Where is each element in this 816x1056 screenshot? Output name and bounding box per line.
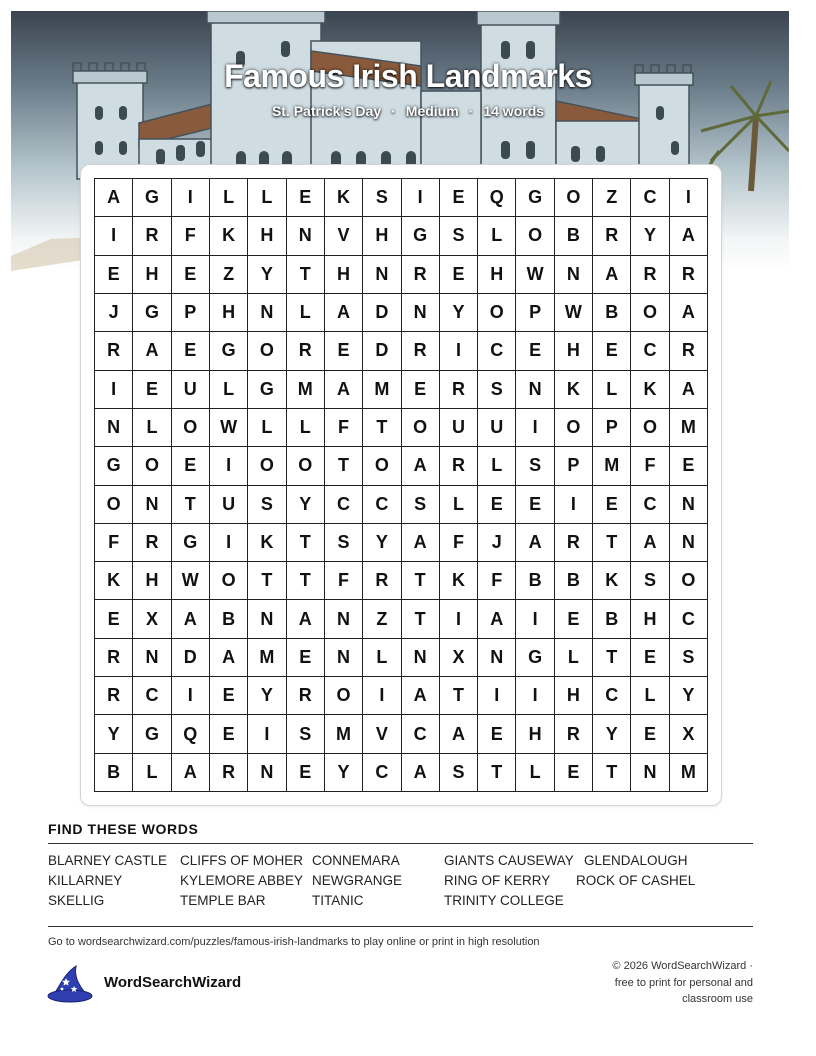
grid-cell[interactable]: I bbox=[670, 179, 708, 217]
brand-name: WordSearchWizard bbox=[104, 974, 242, 991]
grid-cell[interactable]: N bbox=[325, 639, 363, 677]
grid-cell[interactable]: E bbox=[478, 486, 516, 524]
grid-cell[interactable]: H bbox=[248, 217, 286, 255]
grid-cell[interactable]: A bbox=[402, 677, 440, 715]
grid-cell[interactable]: E bbox=[172, 256, 210, 294]
grid-cell[interactable]: A bbox=[631, 524, 669, 562]
grid-cell[interactable]: U bbox=[478, 409, 516, 447]
grid-cell[interactable]: T bbox=[172, 486, 210, 524]
grid-cell[interactable]: T bbox=[593, 524, 631, 562]
grid-cell[interactable]: Y bbox=[363, 524, 401, 562]
grid-cell[interactable]: S bbox=[325, 524, 363, 562]
grid-cell[interactable]: O bbox=[516, 217, 554, 255]
grid-cell[interactable]: K bbox=[631, 371, 669, 409]
grid-cell[interactable]: E bbox=[95, 256, 133, 294]
grid-cell[interactable]: F bbox=[325, 562, 363, 600]
grid-cell[interactable]: V bbox=[325, 217, 363, 255]
grid-cell[interactable]: N bbox=[516, 371, 554, 409]
grid-cell[interactable]: Z bbox=[363, 600, 401, 638]
grid-cell[interactable]: A bbox=[210, 639, 248, 677]
grid-cell[interactable]: A bbox=[440, 715, 478, 753]
grid-cell[interactable]: U bbox=[210, 486, 248, 524]
grid-cell[interactable]: S bbox=[670, 639, 708, 677]
grid-cell[interactable]: I bbox=[516, 600, 554, 638]
grid-cell[interactable]: E bbox=[593, 332, 631, 370]
grid-cell[interactable]: S bbox=[440, 754, 478, 792]
grid-cell[interactable]: N bbox=[287, 217, 325, 255]
copyright-line: classroom use bbox=[682, 993, 753, 1005]
grid-cell[interactable]: Q bbox=[172, 715, 210, 753]
grid-cell[interactable]: D bbox=[363, 294, 401, 332]
grid-cell[interactable]: G bbox=[133, 715, 171, 753]
grid-cell[interactable]: P bbox=[593, 409, 631, 447]
grid-cell[interactable]: A bbox=[478, 600, 516, 638]
grid-cell[interactable]: E bbox=[287, 639, 325, 677]
grid-cell[interactable]: C bbox=[133, 677, 171, 715]
puzzle-meta bbox=[0, 103, 816, 119]
grid-cell[interactable]: R bbox=[95, 677, 133, 715]
puzzle-title: Famous Irish Landmarks bbox=[224, 58, 592, 94]
wizard-hat-icon bbox=[46, 964, 94, 1004]
divider bbox=[48, 926, 753, 927]
grid-cell[interactable]: S bbox=[478, 371, 516, 409]
grid-cell[interactable]: E bbox=[287, 179, 325, 217]
grid-cell[interactable]: K bbox=[555, 371, 593, 409]
grid-cell[interactable]: E bbox=[172, 332, 210, 370]
divider bbox=[48, 843, 753, 844]
grid-cell[interactable]: N bbox=[325, 600, 363, 638]
grid-cell[interactable]: O bbox=[555, 179, 593, 217]
grid-cell[interactable]: N bbox=[555, 256, 593, 294]
word-item: ROCK OF CASHEL bbox=[576, 873, 696, 888]
grid-cell[interactable]: N bbox=[670, 486, 708, 524]
grid-cell[interactable]: R bbox=[363, 562, 401, 600]
grid-cell[interactable]: O bbox=[631, 409, 669, 447]
grid-cell[interactable]: C bbox=[631, 486, 669, 524]
grid-cell[interactable]: R bbox=[555, 715, 593, 753]
grid-cell[interactable]: O bbox=[478, 294, 516, 332]
grid-cell[interactable]: X bbox=[440, 639, 478, 677]
grid-cell[interactable]: N bbox=[248, 600, 286, 638]
grid-cell[interactable]: A bbox=[133, 332, 171, 370]
grid-cell[interactable]: E bbox=[95, 600, 133, 638]
grid-cell[interactable]: I bbox=[363, 677, 401, 715]
grid-cell[interactable]: H bbox=[325, 256, 363, 294]
grid-cell[interactable]: H bbox=[210, 294, 248, 332]
word-item: KYLEMORE ABBEY bbox=[180, 873, 304, 888]
meta-word-count: 14 words bbox=[483, 103, 545, 119]
grid-cell[interactable]: O bbox=[287, 447, 325, 485]
meta-separator: · bbox=[391, 103, 396, 119]
grid-cell[interactable]: R bbox=[402, 332, 440, 370]
grid-cell[interactable]: N bbox=[248, 754, 286, 792]
grid-cell[interactable]: T bbox=[325, 447, 363, 485]
grid-cell[interactable]: G bbox=[95, 447, 133, 485]
grid-cell[interactable]: U bbox=[172, 371, 210, 409]
grid-cell[interactable]: H bbox=[555, 677, 593, 715]
grid-cell[interactable]: A bbox=[593, 256, 631, 294]
grid-cell[interactable]: O bbox=[402, 409, 440, 447]
grid-cell[interactable]: E bbox=[670, 447, 708, 485]
grid-cell[interactable]: O bbox=[95, 486, 133, 524]
grid-cell[interactable]: Z bbox=[210, 256, 248, 294]
grid-cell[interactable]: B bbox=[593, 294, 631, 332]
grid-cell[interactable]: H bbox=[555, 332, 593, 370]
grid-cell[interactable]: I bbox=[172, 677, 210, 715]
grid-cell[interactable]: S bbox=[287, 715, 325, 753]
word-list-row bbox=[48, 893, 753, 911]
grid-cell[interactable]: I bbox=[402, 179, 440, 217]
grid-cell[interactable]: I bbox=[516, 677, 554, 715]
grid-cell[interactable]: H bbox=[133, 256, 171, 294]
grid-cell[interactable]: J bbox=[478, 524, 516, 562]
word-list-heading: FIND THESE WORDS bbox=[48, 821, 199, 837]
grid-cell[interactable]: M bbox=[287, 371, 325, 409]
copyright-line: © 2026 WordSearchWizard · bbox=[612, 960, 753, 972]
grid-cell[interactable]: O bbox=[248, 447, 286, 485]
grid-cell[interactable]: L bbox=[516, 754, 554, 792]
grid-cell[interactable]: A bbox=[402, 447, 440, 485]
grid-cell[interactable]: N bbox=[670, 524, 708, 562]
grid-cell[interactable]: L bbox=[593, 371, 631, 409]
grid-cell[interactable]: C bbox=[325, 486, 363, 524]
grid-cell[interactable]: C bbox=[631, 179, 669, 217]
grid-cell[interactable]: L bbox=[133, 409, 171, 447]
grid-cell[interactable]: M bbox=[248, 639, 286, 677]
grid-cell[interactable]: L bbox=[555, 639, 593, 677]
grid-cell[interactable]: I bbox=[440, 332, 478, 370]
grid-cell[interactable]: L bbox=[631, 677, 669, 715]
grid-cell[interactable]: M bbox=[325, 715, 363, 753]
grid-cell[interactable]: M bbox=[363, 371, 401, 409]
grid-cell[interactable]: F bbox=[172, 217, 210, 255]
grid-cell[interactable]: K bbox=[210, 217, 248, 255]
grid-cell[interactable]: T bbox=[287, 562, 325, 600]
grid-cell[interactable]: F bbox=[478, 562, 516, 600]
grid-cell[interactable]: I bbox=[210, 447, 248, 485]
grid-cell[interactable]: L bbox=[210, 179, 248, 217]
word-item: BLARNEY CASTLE bbox=[48, 853, 168, 868]
grid-cell[interactable]: W bbox=[516, 256, 554, 294]
grid-cell[interactable]: N bbox=[363, 256, 401, 294]
grid-cell[interactable]: U bbox=[440, 409, 478, 447]
grid-cell[interactable]: G bbox=[516, 179, 554, 217]
grid-cell[interactable]: A bbox=[325, 371, 363, 409]
grid-cell[interactable]: K bbox=[440, 562, 478, 600]
grid-cell[interactable]: E bbox=[172, 447, 210, 485]
grid-cell[interactable]: C bbox=[478, 332, 516, 370]
word-list-row bbox=[48, 873, 753, 891]
grid-cell[interactable]: B bbox=[95, 754, 133, 792]
grid-cell[interactable]: R bbox=[593, 217, 631, 255]
grid-cell[interactable]: E bbox=[133, 371, 171, 409]
grid-cell[interactable]: T bbox=[363, 409, 401, 447]
word-item: CLIFFS OF MOHER bbox=[180, 853, 304, 868]
grid-cell[interactable]: R bbox=[440, 371, 478, 409]
grid-cell[interactable]: H bbox=[516, 715, 554, 753]
grid-cell[interactable]: Y bbox=[248, 677, 286, 715]
grid-cell[interactable]: E bbox=[325, 332, 363, 370]
grid-cell[interactable]: D bbox=[172, 639, 210, 677]
grid-cell[interactable]: A bbox=[670, 217, 708, 255]
grid-cell[interactable]: F bbox=[95, 524, 133, 562]
grid-cell[interactable]: E bbox=[555, 600, 593, 638]
grid-cell[interactable]: E bbox=[210, 677, 248, 715]
grid-cell[interactable]: B bbox=[555, 562, 593, 600]
grid-cell[interactable]: A bbox=[172, 754, 210, 792]
grid-cell[interactable]: Y bbox=[95, 715, 133, 753]
grid-cell[interactable]: X bbox=[133, 600, 171, 638]
grid-cell[interactable]: Y bbox=[670, 677, 708, 715]
grid-cell[interactable]: T bbox=[440, 677, 478, 715]
letter-grid[interactable] bbox=[94, 178, 708, 792]
grid-cell[interactable]: R bbox=[287, 677, 325, 715]
grid-cell[interactable]: A bbox=[670, 371, 708, 409]
grid-cell[interactable]: T bbox=[593, 639, 631, 677]
grid-cell[interactable]: Y bbox=[287, 486, 325, 524]
grid-cell[interactable]: H bbox=[363, 217, 401, 255]
grid-cell[interactable]: R bbox=[402, 256, 440, 294]
footer-link[interactable]: Go to wordsearchwizard.com/puzzles/famous-irish-landmarks to play online or print in high resolution bbox=[48, 936, 540, 948]
grid-cell[interactable]: I bbox=[95, 217, 133, 255]
grid-cell[interactable]: D bbox=[363, 332, 401, 370]
grid-cell[interactable]: E bbox=[440, 256, 478, 294]
grid-cell[interactable]: O bbox=[325, 677, 363, 715]
grid-cell[interactable]: A bbox=[402, 754, 440, 792]
grid-cell[interactable]: B bbox=[210, 600, 248, 638]
grid-cell[interactable]: E bbox=[287, 754, 325, 792]
grid-cell[interactable]: I bbox=[248, 715, 286, 753]
grid-cell[interactable]: N bbox=[133, 486, 171, 524]
grid-cell[interactable]: L bbox=[248, 179, 286, 217]
grid-cell[interactable]: M bbox=[670, 409, 708, 447]
meta-theme: St. Patrick's Day bbox=[271, 103, 382, 119]
grid-cell[interactable]: A bbox=[402, 524, 440, 562]
grid-cell[interactable]: K bbox=[95, 562, 133, 600]
grid-cell[interactable]: N bbox=[133, 639, 171, 677]
grid-cell[interactable]: G bbox=[210, 332, 248, 370]
copyright-line: free to print for personal and bbox=[614, 976, 753, 989]
grid-cell[interactable]: S bbox=[631, 562, 669, 600]
grid-cell[interactable]: Z bbox=[593, 179, 631, 217]
grid-cell[interactable]: Y bbox=[631, 217, 669, 255]
grid-cell[interactable]: L bbox=[363, 639, 401, 677]
grid-cell[interactable]: E bbox=[516, 486, 554, 524]
grid-cell[interactable]: R bbox=[210, 754, 248, 792]
grid-cell[interactable]: R bbox=[670, 256, 708, 294]
grid-cell[interactable]: W bbox=[172, 562, 210, 600]
word-item: TEMPLE BAR bbox=[180, 893, 266, 908]
grid-cell[interactable]: A bbox=[287, 600, 325, 638]
grid-cell[interactable]: K bbox=[593, 562, 631, 600]
grid-cell[interactable]: K bbox=[325, 179, 363, 217]
grid-cell[interactable]: E bbox=[478, 715, 516, 753]
grid-cell[interactable]: P bbox=[172, 294, 210, 332]
grid-cell[interactable]: G bbox=[133, 294, 171, 332]
grid-cell[interactable]: B bbox=[516, 562, 554, 600]
word-item: RING OF KERRY bbox=[444, 873, 551, 888]
meta-difficulty: Medium bbox=[405, 103, 459, 119]
grid-cell[interactable]: S bbox=[516, 447, 554, 485]
grid-cell[interactable]: I bbox=[440, 600, 478, 638]
grid-cell[interactable]: P bbox=[516, 294, 554, 332]
grid-cell[interactable]: R bbox=[287, 332, 325, 370]
grid-cell[interactable]: Y bbox=[248, 256, 286, 294]
word-item: TITANIC bbox=[312, 893, 364, 908]
grid-cell[interactable]: R bbox=[133, 524, 171, 562]
grid-cell[interactable]: K bbox=[248, 524, 286, 562]
grid-cell[interactable]: M bbox=[670, 754, 708, 792]
word-item: NEWGRANGE bbox=[312, 873, 403, 888]
grid-cell[interactable]: C bbox=[363, 754, 401, 792]
word-item: CONNEMARA bbox=[312, 853, 400, 868]
grid-cell[interactable]: L bbox=[287, 409, 325, 447]
grid-cell[interactable]: T bbox=[593, 754, 631, 792]
grid-cell[interactable]: O bbox=[555, 409, 593, 447]
grid-cell[interactable]: H bbox=[478, 256, 516, 294]
grid-cell[interactable]: G bbox=[402, 217, 440, 255]
grid-cell[interactable]: O bbox=[172, 409, 210, 447]
grid-cell[interactable]: R bbox=[670, 332, 708, 370]
grid-cell[interactable]: E bbox=[593, 486, 631, 524]
grid-cell[interactable]: A bbox=[516, 524, 554, 562]
grid-cell[interactable]: Y bbox=[440, 294, 478, 332]
grid-cell[interactable]: E bbox=[516, 332, 554, 370]
grid-cell[interactable]: O bbox=[670, 562, 708, 600]
grid-cell[interactable]: W bbox=[555, 294, 593, 332]
grid-cell[interactable]: O bbox=[133, 447, 171, 485]
grid-cell[interactable]: E bbox=[631, 639, 669, 677]
word-item: GIANTS CAUSEWAY bbox=[444, 853, 574, 868]
grid-cell[interactable]: L bbox=[248, 409, 286, 447]
grid-cell[interactable]: I bbox=[516, 409, 554, 447]
grid-cell[interactable]: T bbox=[287, 256, 325, 294]
grid-cell[interactable]: E bbox=[440, 179, 478, 217]
word-item: SKELLIG bbox=[48, 893, 105, 908]
grid-cell[interactable]: C bbox=[593, 677, 631, 715]
grid-cell[interactable]: R bbox=[631, 256, 669, 294]
grid-cell[interactable]: I bbox=[172, 179, 210, 217]
word-item: KILLARNEY bbox=[48, 873, 123, 888]
grid-cell[interactable]: L bbox=[440, 486, 478, 524]
grid-cell[interactable]: T bbox=[402, 562, 440, 600]
grid-cell[interactable]: C bbox=[670, 600, 708, 638]
grid-cell[interactable]: R bbox=[95, 639, 133, 677]
grid-cell[interactable]: R bbox=[133, 217, 171, 255]
grid-cell[interactable]: P bbox=[555, 447, 593, 485]
grid-cell[interactable]: S bbox=[363, 179, 401, 217]
grid-cell[interactable]: A bbox=[670, 294, 708, 332]
grid-cell[interactable]: L bbox=[133, 754, 171, 792]
grid-cell[interactable]: E bbox=[631, 715, 669, 753]
meta-separator: · bbox=[468, 103, 474, 119]
grid-cell[interactable]: F bbox=[325, 409, 363, 447]
grid-cell[interactable]: W bbox=[210, 409, 248, 447]
grid-cell[interactable]: Y bbox=[325, 754, 363, 792]
grid-cell[interactable]: O bbox=[210, 562, 248, 600]
grid-cell[interactable]: Q bbox=[478, 179, 516, 217]
grid-cell[interactable]: X bbox=[670, 715, 708, 753]
grid-cell[interactable]: I bbox=[555, 486, 593, 524]
grid-cell[interactable]: O bbox=[248, 332, 286, 370]
grid-cell[interactable]: J bbox=[95, 294, 133, 332]
grid-cell[interactable]: L bbox=[478, 447, 516, 485]
grid-cell[interactable]: I bbox=[95, 371, 133, 409]
grid-cell[interactable]: N bbox=[631, 754, 669, 792]
grid-cell[interactable]: A bbox=[325, 294, 363, 332]
word-list-row bbox=[48, 853, 753, 871]
grid-cell[interactable]: G bbox=[172, 524, 210, 562]
grid-cell[interactable]: Y bbox=[593, 715, 631, 753]
grid-cell[interactable]: N bbox=[95, 409, 133, 447]
grid-cell[interactable]: B bbox=[555, 217, 593, 255]
grid-cell[interactable]: N bbox=[478, 639, 516, 677]
grid-cell[interactable]: E bbox=[210, 715, 248, 753]
grid-cell[interactable]: C bbox=[363, 486, 401, 524]
grid-cell[interactable]: G bbox=[516, 639, 554, 677]
grid-cell[interactable]: B bbox=[593, 600, 631, 638]
grid-cell[interactable]: L bbox=[478, 217, 516, 255]
grid-cell[interactable]: E bbox=[402, 371, 440, 409]
grid-cell[interactable]: S bbox=[402, 486, 440, 524]
grid-cell[interactable]: O bbox=[631, 294, 669, 332]
grid-cell[interactable]: H bbox=[631, 600, 669, 638]
grid-cell[interactable]: L bbox=[287, 294, 325, 332]
grid-cell[interactable]: C bbox=[402, 715, 440, 753]
grid-cell[interactable]: E bbox=[555, 754, 593, 792]
word-item: GLENDALOUGH bbox=[584, 853, 688, 868]
grid-cell[interactable]: M bbox=[593, 447, 631, 485]
grid-cell[interactable]: I bbox=[210, 524, 248, 562]
grid-cell[interactable]: T bbox=[478, 754, 516, 792]
grid-cell[interactable]: N bbox=[402, 294, 440, 332]
grid-cell[interactable]: T bbox=[287, 524, 325, 562]
grid-cell[interactable]: G bbox=[133, 179, 171, 217]
grid-cell[interactable]: N bbox=[248, 294, 286, 332]
grid-cell[interactable]: C bbox=[631, 332, 669, 370]
grid-cell[interactable]: I bbox=[478, 677, 516, 715]
grid-cell[interactable]: N bbox=[402, 639, 440, 677]
grid-cell[interactable]: R bbox=[95, 332, 133, 370]
grid-cell[interactable]: L bbox=[210, 371, 248, 409]
word-item: TRINITY COLLEGE bbox=[444, 893, 564, 908]
grid-cell[interactable]: T bbox=[402, 600, 440, 638]
grid-cell[interactable]: G bbox=[248, 371, 286, 409]
grid-cell[interactable]: R bbox=[440, 447, 478, 485]
grid-cell[interactable]: T bbox=[248, 562, 286, 600]
grid-cell[interactable]: A bbox=[95, 179, 133, 217]
grid-cell[interactable]: H bbox=[133, 562, 171, 600]
grid-cell[interactable]: F bbox=[440, 524, 478, 562]
grid-cell[interactable]: S bbox=[248, 486, 286, 524]
copyright-notice bbox=[583, 958, 753, 1008]
grid-cell[interactable]: V bbox=[363, 715, 401, 753]
grid-cell[interactable]: R bbox=[555, 524, 593, 562]
grid-cell[interactable]: F bbox=[631, 447, 669, 485]
grid-cell[interactable]: O bbox=[363, 447, 401, 485]
grid-cell[interactable]: A bbox=[172, 600, 210, 638]
grid-cell[interactable]: S bbox=[440, 217, 478, 255]
